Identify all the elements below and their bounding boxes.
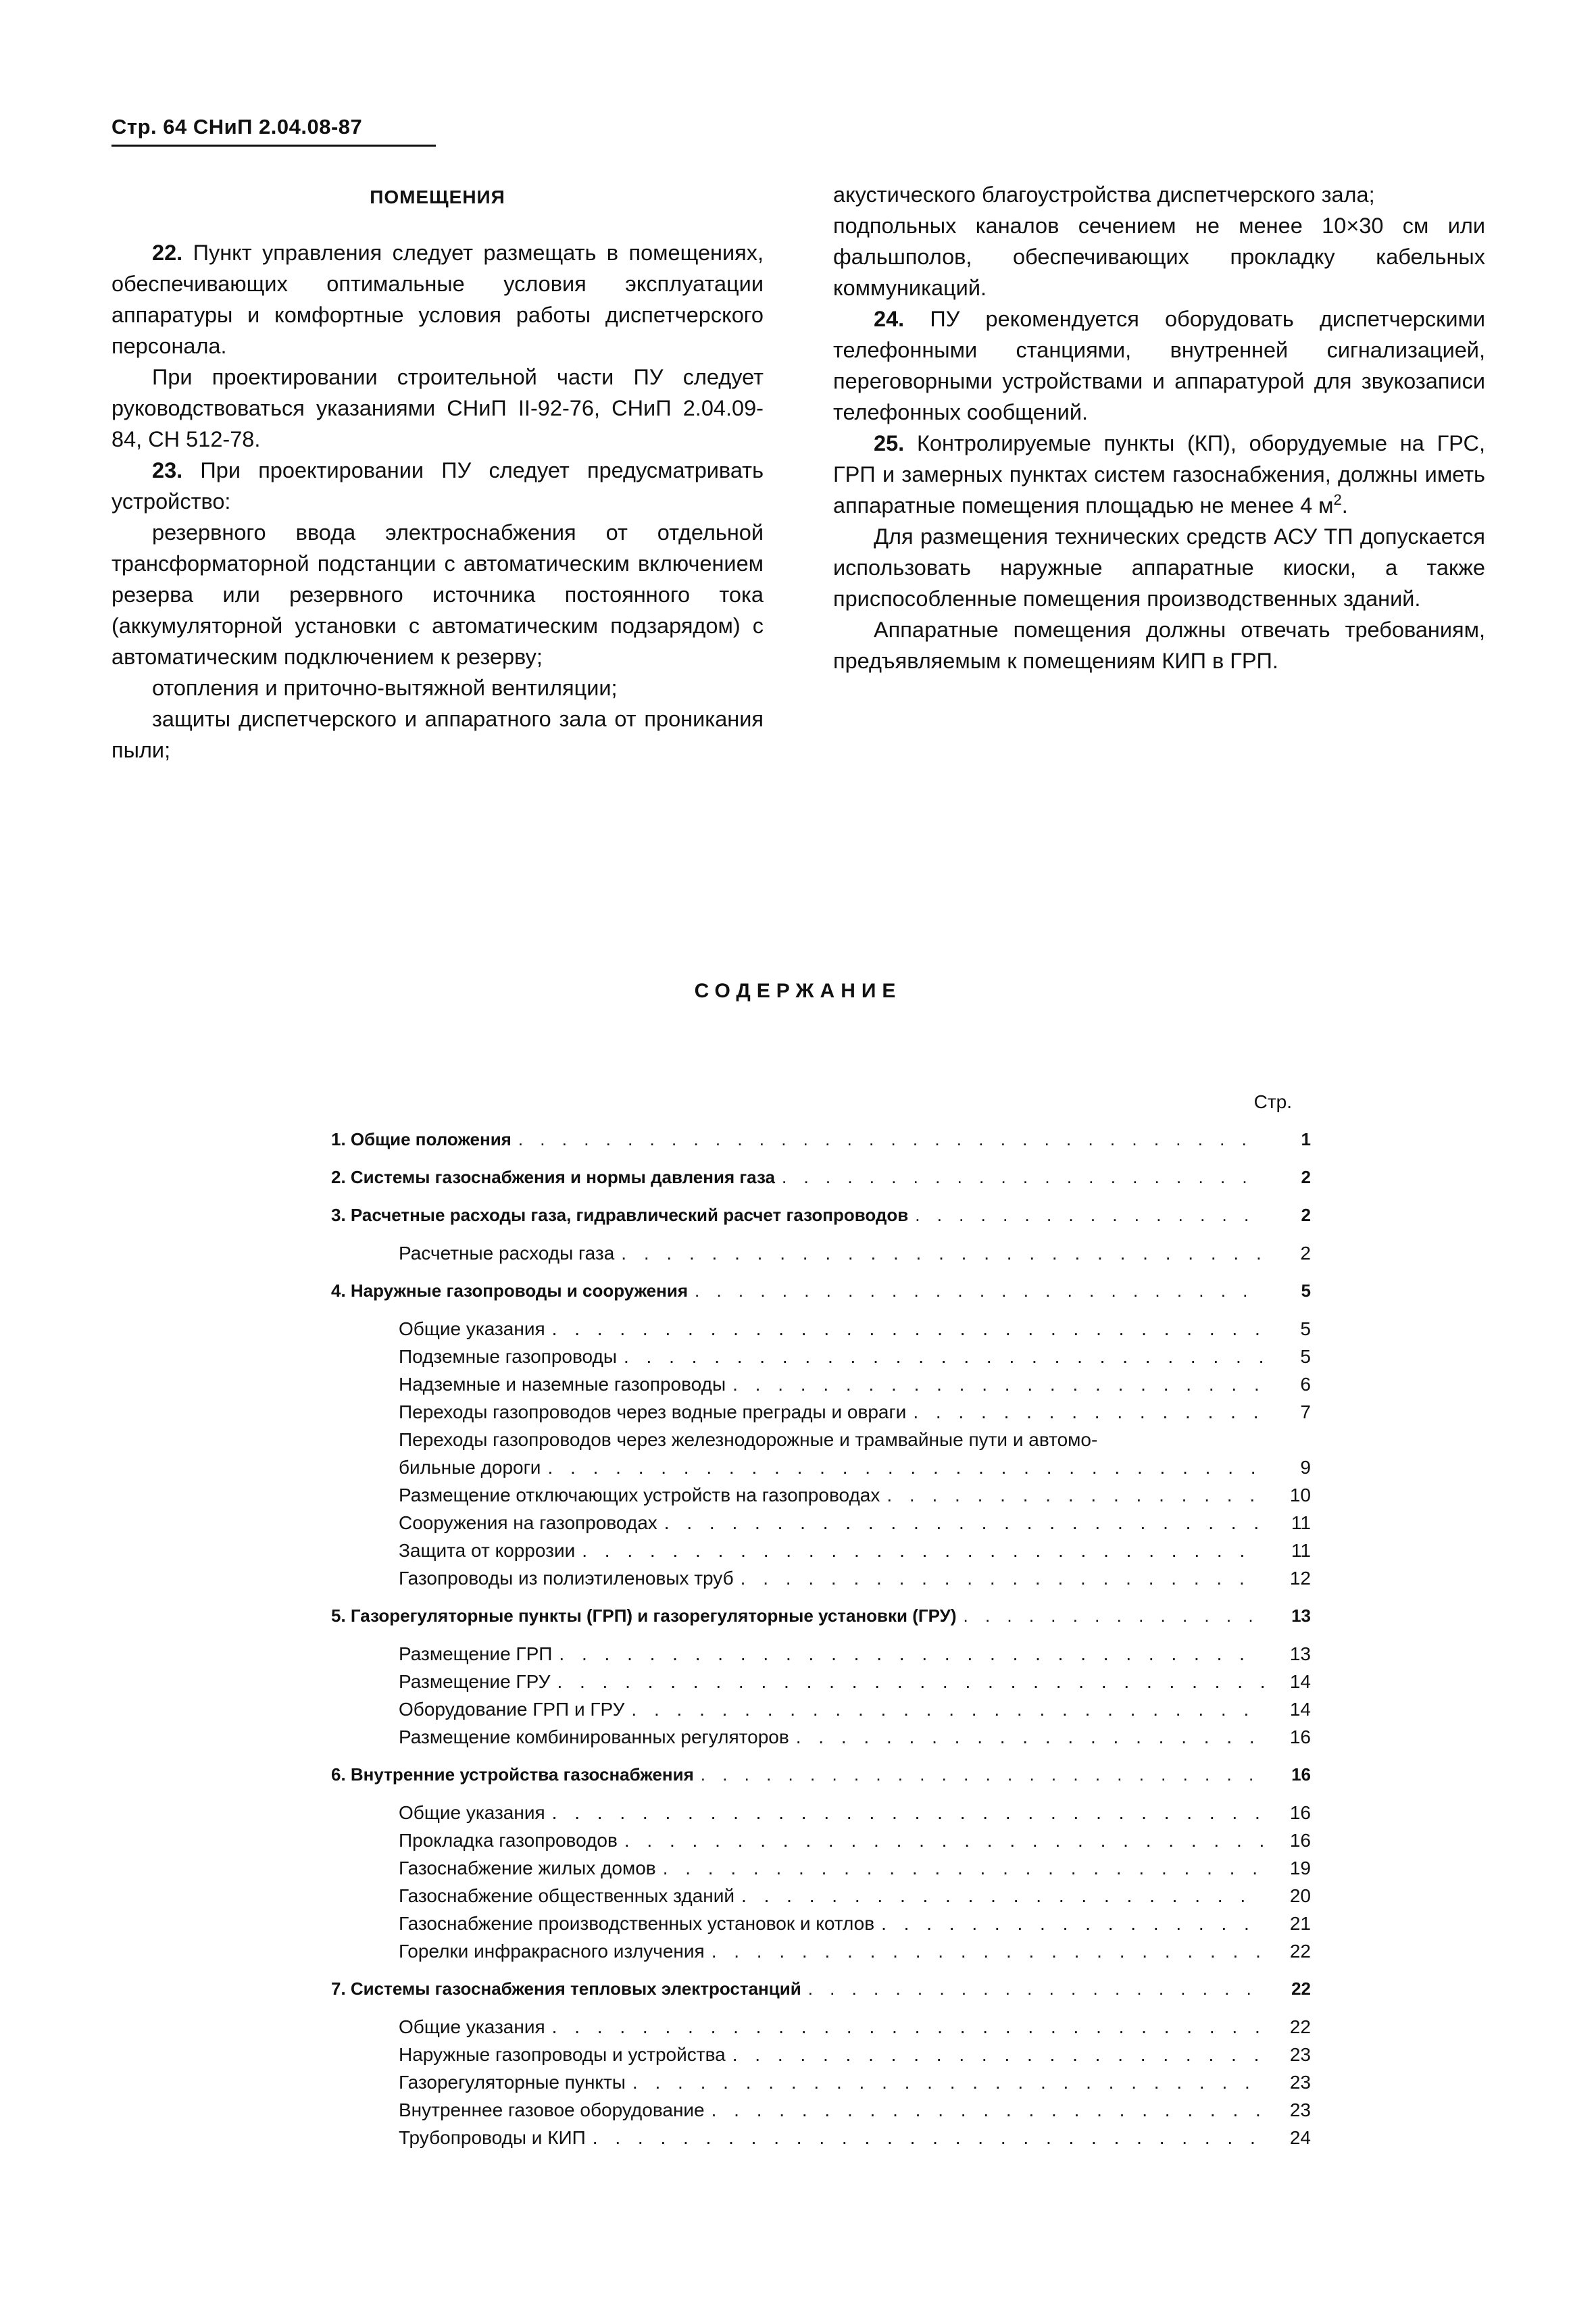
toc-entry-page: 1 xyxy=(1301,1129,1311,1149)
dot-leader xyxy=(582,1537,1264,1564)
toc-entry-page: 14 xyxy=(1289,1699,1311,1720)
toc-page-header: Стр. xyxy=(1253,1091,1292,1112)
toc-entry-label: Подземные газопроводы xyxy=(399,1346,617,1367)
dot-leader xyxy=(808,1975,1264,2003)
dot-leader xyxy=(552,1315,1264,1343)
toc-entry-label: Газоснабжение общественных зданий xyxy=(399,1885,735,1906)
page-header: Стр. 64 СНиП 2.04.08-87 xyxy=(111,115,436,147)
toc-entry xyxy=(331,1398,1311,1426)
dot-leader xyxy=(796,1723,1264,1751)
toc-entry xyxy=(331,1537,1311,1564)
toc-entry-label: Газоснабжение производственных установок и котлов xyxy=(399,1913,875,1934)
dot-leader xyxy=(632,2068,1264,2096)
dot-leader xyxy=(782,1164,1264,1191)
dot-leader xyxy=(621,1239,1264,1267)
list-item: подпольных каналов сечением не менее 10×30 см или фальшполов, обеспечивающих прокладку кабельных коммуникаций. xyxy=(833,214,1485,300)
toc-entry xyxy=(331,1640,1311,1668)
toc-entry-label: Общие указания xyxy=(399,2016,545,2037)
dot-leader xyxy=(557,1668,1264,1695)
paragraph-22: 22. Пункт управления следует размещать в помещениях, обеспечивающих оптимальные условия эксплуатации аппаратуры и комфортные условия работы диспетчерского персонала. xyxy=(111,241,764,358)
toc-entry-continuation xyxy=(331,1453,1311,1481)
toc-entry xyxy=(331,1937,1311,1965)
toc-entry-label: 2. Системы газоснабжения и нормы давления газа xyxy=(331,1167,775,1187)
toc-entry-page: 24 xyxy=(1289,2127,1311,2148)
toc-entry-label: Общие указания xyxy=(399,1802,545,1823)
toc-entry xyxy=(331,1668,1311,1695)
paragraph: При проектировании строительной части ПУ следует руководствоваться указаниями СНиП II-92-76, СНиП 2.04.09-84, СН 512-78. xyxy=(111,365,764,451)
dot-leader xyxy=(913,1398,1264,1426)
toc-entry-label: Горелки инфракрасного излучения xyxy=(399,1941,705,1962)
toc-entry xyxy=(331,1854,1311,1882)
toc-entry-label: Защита от коррозии xyxy=(399,1540,576,1561)
dot-leader xyxy=(881,1910,1264,1937)
clause-number: 25. xyxy=(874,431,905,455)
toc-entry-page: 20 xyxy=(1289,1885,1311,1906)
paragraph-25: 25. Контролируемые пункты (КП), оборудуемые на ГРС, ГРП и замерных пунктах систем газоснабжения, должны иметь аппаратные помещения площадью не менее 4 $м^2$. xyxy=(833,431,1485,518)
toc-entry-page: 14 xyxy=(1289,1671,1311,1692)
toc-section xyxy=(331,1602,1311,1630)
left-column xyxy=(111,179,764,766)
toc-entry-page: 9 xyxy=(1300,1457,1311,1478)
toc-entry-page: 22 xyxy=(1291,1978,1311,1999)
dot-leader xyxy=(631,1695,1264,1723)
toc-entry xyxy=(331,2068,1311,2096)
toc-entry-label: Размещение отключающих устройств на газопроводах xyxy=(399,1485,880,1505)
clause-number: 23. xyxy=(152,458,183,482)
toc-entry-label: бильные дороги xyxy=(399,1457,541,1478)
toc-entry-page: 13 xyxy=(1291,1605,1311,1626)
toc-entry-label: Трубопроводы и КИП xyxy=(399,2127,586,2148)
toc-entry-page: 16 xyxy=(1291,1764,1311,1785)
toc-entry-label: 6. Внутренние устройства газоснабжения xyxy=(331,1764,694,1785)
toc-entry-page: 12 xyxy=(1289,1568,1311,1589)
toc-entry-label: Размещение ГРУ xyxy=(399,1671,551,1692)
dot-leader xyxy=(552,2013,1264,2041)
paragraph-24: 24. ПУ рекомендуется оборудовать диспетчерскими телефонными станциями, внутренней сигнализацией, переговорными устройствами и аппаратурой для звукозаписи телефонных сообщений. xyxy=(833,307,1485,424)
dot-leader xyxy=(695,1277,1264,1305)
toc-entry-label: Газопроводы из полиэтиленовых труб xyxy=(399,1568,734,1589)
dot-leader xyxy=(624,1343,1264,1370)
list-item: защиты диспетчерского и аппаратного зала от проникания пыли; xyxy=(111,707,764,762)
right-column xyxy=(833,179,1485,676)
toc-entry-page: 16 xyxy=(1289,1802,1311,1823)
dot-leader xyxy=(915,1201,1264,1229)
toc-entry xyxy=(331,2124,1311,2151)
toc-entry-page: 2 xyxy=(1301,1167,1311,1187)
toc-entry xyxy=(331,1426,1311,1453)
toc-entry-page: 23 xyxy=(1289,2044,1311,2065)
toc-entry-page: 16 xyxy=(1289,1830,1311,1851)
dot-leader xyxy=(547,1453,1264,1481)
toc-entry xyxy=(331,1315,1311,1343)
toc-entry xyxy=(331,1239,1311,1267)
toc-entry-label: 7. Системы газоснабжения тепловых электростанций xyxy=(331,1978,801,1999)
toc-entry xyxy=(331,1509,1311,1537)
toc-entry xyxy=(331,2041,1311,2068)
toc-entry-label: Наружные газопроводы и устройства xyxy=(399,2044,726,2065)
dot-leader xyxy=(518,1126,1264,1153)
toc-entry-page: 7 xyxy=(1300,1401,1311,1422)
dot-leader xyxy=(663,1854,1264,1882)
dot-leader xyxy=(552,1799,1264,1826)
toc-entry-label: Оборудование ГРП и ГРУ xyxy=(399,1699,625,1720)
toc-section xyxy=(331,1201,1311,1229)
table-of-contents xyxy=(331,1088,1311,2151)
paragraph: Аппаратные помещения должны отвечать требованиям, предъявляемым к помещениям КИП в ГРП. xyxy=(833,618,1485,673)
dot-leader xyxy=(712,1937,1264,1965)
toc-entry-page: 19 xyxy=(1289,1858,1311,1878)
toc-entry xyxy=(331,1370,1311,1398)
dot-leader xyxy=(964,1602,1264,1630)
toc-entry-label: Внутреннее газовое оборудование xyxy=(399,2099,705,2120)
toc-entry-label: Переходы газопроводов через железнодорожные и трамвайные пути и автомо- xyxy=(399,1429,1098,1450)
toc-entry xyxy=(331,1910,1311,1937)
toc-entry-page: 22 xyxy=(1289,2016,1311,2037)
dot-leader xyxy=(624,1826,1264,1854)
toc-entry xyxy=(331,1481,1311,1509)
toc-entry-label: Расчетные расходы газа xyxy=(399,1243,615,1264)
toc-entry-page: 10 xyxy=(1289,1485,1311,1505)
toc-entry-label: Переходы газопроводов через водные преграды и овраги xyxy=(399,1401,907,1422)
toc-entry-page: 22 xyxy=(1289,1941,1311,1962)
toc-entry-page: 2 xyxy=(1301,1205,1311,1225)
dot-leader xyxy=(664,1509,1264,1537)
toc-entry-label: Газорегуляторные пункты xyxy=(399,2072,626,2093)
paragraph: Для размещения технических средств АСУ ТП допускается использовать наружные аппаратные киоски, а также приспособленные помещения производственных зданий. xyxy=(833,524,1485,611)
toc-entry-page: 5 xyxy=(1301,1280,1311,1301)
toc-entry xyxy=(331,2096,1311,2124)
toc-entry-page: 6 xyxy=(1300,1374,1311,1395)
dot-leader xyxy=(887,1481,1264,1509)
dot-leader xyxy=(701,1761,1264,1789)
dot-leader xyxy=(732,2041,1264,2068)
section-title: ПОМЕЩЕНИЯ xyxy=(370,186,505,207)
dot-leader xyxy=(741,1564,1264,1592)
toc-entry xyxy=(331,1882,1311,1910)
toc-entry-label: 3. Расчетные расходы газа, гидравлический расчет газопроводов xyxy=(331,1205,909,1225)
toc-section xyxy=(331,1761,1311,1789)
toc-entry-label: 4. Наружные газопроводы и сооружения xyxy=(331,1280,688,1301)
toc-entry xyxy=(331,1343,1311,1370)
toc-entry-page: 13 xyxy=(1289,1643,1311,1664)
toc-section xyxy=(331,1277,1311,1305)
toc-title: СОДЕРЖАНИЕ xyxy=(694,980,902,1002)
toc-entry-label: 1. Общие положения xyxy=(331,1129,512,1149)
toc-entry xyxy=(331,1799,1311,1826)
toc-entry-label: Размещение комбинированных регуляторов xyxy=(399,1726,789,1747)
toc-entry xyxy=(331,1564,1311,1592)
toc-entry-page: 21 xyxy=(1289,1913,1311,1934)
dot-leader xyxy=(559,1640,1264,1668)
toc-section xyxy=(331,1126,1311,1153)
dot-leader xyxy=(741,1882,1264,1910)
toc-entry-page: 5 xyxy=(1300,1318,1311,1339)
toc-entry-label: Общие указания xyxy=(399,1318,545,1339)
superscript: 2 xyxy=(1333,491,1342,509)
toc-entry-page: 23 xyxy=(1289,2099,1311,2120)
toc-entry-page: 23 xyxy=(1289,2072,1311,2093)
toc-entry xyxy=(331,1723,1311,1751)
toc-entry-label: Прокладка газопроводов xyxy=(399,1830,618,1851)
list-item: резервного ввода электроснабжения от отдельной трансформаторной подстанции с автоматическим включением резерва или резервного источника постоянного тока (аккумуляторной установки с автоматическим подзарядом) с автоматическим подключением к резерву; xyxy=(111,520,764,669)
toc-entry-page: 2 xyxy=(1300,1243,1311,1264)
list-item: акустического благоустройства диспетчерского зала; xyxy=(833,182,1375,207)
toc-entry-label: Сооружения на газопроводах xyxy=(399,1512,657,1533)
list-item: отопления и приточно-вытяжной вентиляции; xyxy=(152,676,618,700)
toc-entry-page: 11 xyxy=(1291,1512,1311,1533)
toc-entry-page: 5 xyxy=(1300,1346,1311,1367)
toc-entry xyxy=(331,1826,1311,1854)
paragraph-23: 23. При проектировании ПУ следует предусматривать устройство: xyxy=(111,458,764,514)
toc-entry xyxy=(331,1695,1311,1723)
toc-entry-page: 16 xyxy=(1289,1726,1311,1747)
toc-entry-label: Надземные и наземные газопроводы xyxy=(399,1374,726,1395)
clause-number: 22. xyxy=(152,241,183,265)
toc-entry-label: Газоснабжение жилых домов xyxy=(399,1858,656,1878)
toc-section xyxy=(331,1975,1311,2003)
clause-number: 24. xyxy=(874,307,905,331)
toc-entry-label: 5. Газорегуляторные пункты (ГРП) и газорегуляторные установки (ГРУ) xyxy=(331,1605,957,1626)
dot-leader xyxy=(732,1370,1264,1398)
toc-entry xyxy=(331,2013,1311,2041)
dot-leader xyxy=(712,2096,1264,2124)
toc-section xyxy=(331,1164,1311,1191)
toc-entry-label: Размещение ГРП xyxy=(399,1643,553,1664)
dot-leader xyxy=(593,2124,1264,2151)
toc-entry-page: 11 xyxy=(1291,1540,1311,1561)
